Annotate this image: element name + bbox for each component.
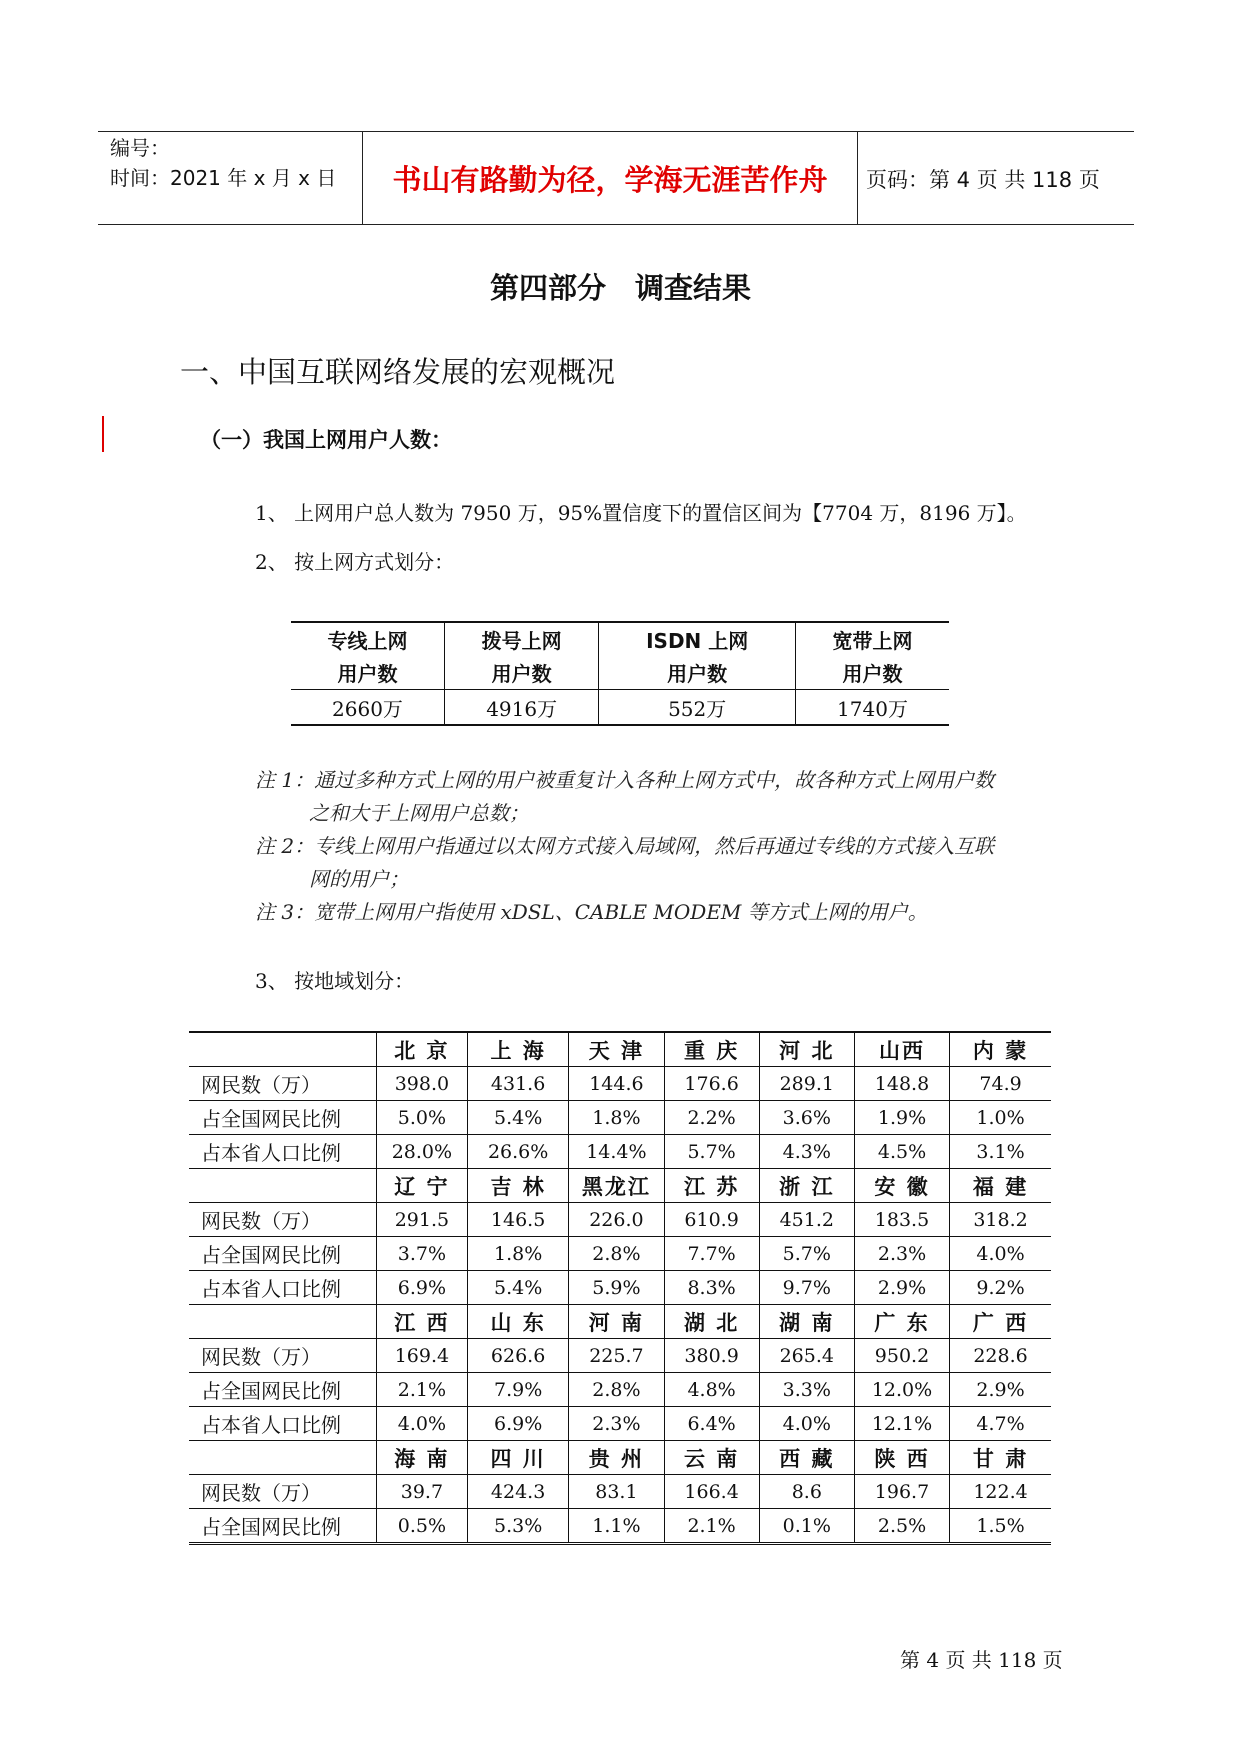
row-label-cell: 占全国网民比例 bbox=[189, 1509, 376, 1544]
value-cell: 289.1 bbox=[759, 1067, 854, 1101]
value-cell: 166.4 bbox=[664, 1475, 759, 1509]
value-cell: 2660万 bbox=[291, 690, 444, 726]
province-name-cell: 江 西 bbox=[376, 1305, 467, 1339]
header-meta bbox=[110, 133, 336, 193]
table-row bbox=[189, 1203, 1051, 1237]
value-cell: 169.4 bbox=[376, 1339, 467, 1373]
province-header-row bbox=[189, 1169, 1051, 1203]
row-label-cell: 占全国网民比例 bbox=[189, 1373, 376, 1407]
row-label-cell: 占全国网民比例 bbox=[189, 1101, 376, 1135]
value-cell: 5.3% bbox=[467, 1509, 568, 1544]
province-name-cell: 天 津 bbox=[569, 1032, 664, 1067]
header-cell: ISDN 上网 bbox=[599, 622, 796, 656]
table-row bbox=[189, 1509, 1051, 1544]
part-title: 第四部分 调查结果 bbox=[489, 271, 751, 305]
header-top-rule bbox=[98, 131, 1134, 132]
document-number-label: 编号： bbox=[110, 136, 170, 160]
value-cell: 225.7 bbox=[569, 1339, 664, 1373]
value-cell: 7.9% bbox=[467, 1373, 568, 1407]
header-divider-left bbox=[362, 131, 363, 225]
value-cell: 424.3 bbox=[467, 1475, 568, 1509]
table-row bbox=[189, 1135, 1051, 1169]
value-cell: 4.3% bbox=[759, 1135, 854, 1169]
note-2 bbox=[255, 830, 994, 892]
province-name-cell: 湖 北 bbox=[664, 1305, 759, 1339]
province-name-cell: 北 京 bbox=[376, 1032, 467, 1067]
value-cell: 196.7 bbox=[854, 1475, 949, 1509]
province-name-cell: 重 庆 bbox=[664, 1032, 759, 1067]
value-cell: 14.4% bbox=[569, 1135, 664, 1169]
province-name-cell: 山 东 bbox=[467, 1305, 568, 1339]
value-cell: 380.9 bbox=[664, 1339, 759, 1373]
value-cell: 4.5% bbox=[854, 1135, 949, 1169]
value-cell: 176.6 bbox=[664, 1067, 759, 1101]
province-name-cell: 河 北 bbox=[759, 1032, 854, 1067]
province-header-row bbox=[189, 1032, 1051, 1067]
value-cell: 2.3% bbox=[569, 1407, 664, 1441]
province-name-cell: 西 藏 bbox=[759, 1441, 854, 1475]
table-row bbox=[189, 1271, 1051, 1305]
row-label-cell: 网民数（万） bbox=[189, 1203, 376, 1237]
province-name-cell: 山西 bbox=[854, 1032, 949, 1067]
value-cell: 4.0% bbox=[759, 1407, 854, 1441]
value-cell: 4916万 bbox=[444, 690, 598, 726]
value-cell: 122.4 bbox=[950, 1475, 1051, 1509]
value-cell: 5.0% bbox=[376, 1101, 467, 1135]
value-cell: 6.9% bbox=[467, 1407, 568, 1441]
table-row bbox=[189, 1407, 1051, 1441]
row-label-cell: 网民数（万） bbox=[189, 1339, 376, 1373]
value-cell: 2.2% bbox=[664, 1101, 759, 1135]
value-cell: 1.5% bbox=[950, 1509, 1051, 1544]
item-3-paragraph: 3、 按地域划分： bbox=[255, 969, 415, 993]
value-cell: 74.9 bbox=[950, 1067, 1051, 1101]
value-cell: 226.0 bbox=[569, 1203, 664, 1237]
value-cell: 5.9% bbox=[569, 1271, 664, 1305]
header-cell: 用户数 bbox=[796, 656, 950, 690]
province-name-cell: 陕 西 bbox=[854, 1441, 949, 1475]
province-name-cell: 四 川 bbox=[467, 1441, 568, 1475]
value-cell: 228.6 bbox=[950, 1339, 1051, 1373]
value-cell: 4.8% bbox=[664, 1373, 759, 1407]
row-label-cell: 占全国网民比例 bbox=[189, 1237, 376, 1271]
row-label-cell: 占本省人口比例 bbox=[189, 1135, 376, 1169]
header-cell: 用户数 bbox=[337, 662, 398, 686]
table-row bbox=[189, 1101, 1051, 1135]
item-1-paragraph: 1、 上网用户总人数为 7950 万，95%置信度下的置信区间为【7704 万，8196 万】。 bbox=[255, 501, 1027, 525]
row-label-cell: 占本省人口比例 bbox=[189, 1407, 376, 1441]
value-cell: 12.0% bbox=[854, 1373, 949, 1407]
subsection-title: （一）我国上网用户人数： bbox=[200, 428, 452, 452]
province-name-cell: 广 西 bbox=[950, 1305, 1051, 1339]
document-time: 时间：2021 年 x 月 x 日 bbox=[110, 166, 337, 190]
note-3 bbox=[255, 896, 928, 925]
province-name-cell: 上 海 bbox=[467, 1032, 568, 1067]
province-name-cell: 贵 州 bbox=[569, 1441, 664, 1475]
value-cell: 5.7% bbox=[759, 1237, 854, 1271]
header-bottom-rule bbox=[98, 224, 1134, 225]
row-label-cell: 网民数（万） bbox=[189, 1067, 376, 1101]
value-cell: 148.8 bbox=[854, 1067, 949, 1101]
value-cell: 3.3% bbox=[759, 1373, 854, 1407]
province-name-cell: 甘 肃 bbox=[950, 1441, 1051, 1475]
value-cell: 2.3% bbox=[854, 1237, 949, 1271]
value-cell: 2.9% bbox=[950, 1373, 1051, 1407]
province-name-cell: 黑龙江 bbox=[569, 1169, 664, 1203]
value-cell: 5.7% bbox=[664, 1135, 759, 1169]
value-cell: 318.2 bbox=[950, 1203, 1051, 1237]
province-name-cell: 内 蒙 bbox=[950, 1032, 1051, 1067]
value-cell: 6.4% bbox=[664, 1407, 759, 1441]
page-footer: 第 4 页 共 118 页 bbox=[900, 1648, 1063, 1672]
value-cell: 39.7 bbox=[376, 1475, 467, 1509]
value-cell: 626.6 bbox=[467, 1339, 568, 1373]
value-cell: 7.7% bbox=[664, 1237, 759, 1271]
value-cell: 9.7% bbox=[759, 1271, 854, 1305]
province-header-row bbox=[189, 1441, 1051, 1475]
revision-mark bbox=[102, 416, 104, 452]
value-cell: 265.4 bbox=[759, 1339, 854, 1373]
note-line: 网的用户； bbox=[309, 867, 409, 891]
value-cell: 1.8% bbox=[467, 1237, 568, 1271]
note-line: 注 3：宽带上网用户指使用 xDSL、CABLE MODEM 等方式上网的用户。 bbox=[255, 900, 928, 924]
province-name-cell: 浙 江 bbox=[759, 1169, 854, 1203]
value-cell: 431.6 bbox=[467, 1067, 568, 1101]
note-1 bbox=[255, 764, 994, 826]
province-name-cell: 吉 林 bbox=[467, 1169, 568, 1203]
value-cell: 950.2 bbox=[854, 1339, 949, 1373]
header-divider-right bbox=[857, 131, 858, 225]
header-cell: 拨号上网 bbox=[444, 622, 598, 656]
header-cell: 宽带上网 bbox=[796, 622, 950, 656]
region-table bbox=[189, 1031, 1051, 1545]
value-cell: 5.4% bbox=[467, 1271, 568, 1305]
value-cell: 2.5% bbox=[854, 1509, 949, 1544]
value-cell: 26.6% bbox=[467, 1135, 568, 1169]
value-cell: 1.9% bbox=[854, 1101, 949, 1135]
value-cell: 0.5% bbox=[376, 1509, 467, 1544]
value-cell: 1.1% bbox=[569, 1509, 664, 1544]
value-cell: 4.7% bbox=[950, 1407, 1051, 1441]
table-row bbox=[189, 1373, 1051, 1407]
province-name-cell: 江 苏 bbox=[664, 1169, 759, 1203]
value-cell: 451.2 bbox=[759, 1203, 854, 1237]
value-cell: 552万 bbox=[599, 690, 796, 726]
value-cell: 6.9% bbox=[376, 1271, 467, 1305]
note-line: 注 2：专线上网用户指通过以太网方式接入局域网，然后再通过专线的方式接入互联 bbox=[255, 834, 995, 858]
table-row bbox=[189, 1475, 1051, 1509]
header-cell: 用户数 bbox=[444, 656, 598, 690]
province-header-row bbox=[189, 1305, 1051, 1339]
value-cell: 146.5 bbox=[467, 1203, 568, 1237]
value-cell: 28.0% bbox=[376, 1135, 467, 1169]
value-cell: 8.3% bbox=[664, 1271, 759, 1305]
header-motto: 书山有路勤为径，学海无涯苦作舟 bbox=[392, 163, 828, 197]
province-name-cell: 湖 南 bbox=[759, 1305, 854, 1339]
province-name-cell: 海 南 bbox=[376, 1441, 467, 1475]
value-cell: 3.7% bbox=[376, 1237, 467, 1271]
province-name-cell: 安 徽 bbox=[854, 1169, 949, 1203]
value-cell: 291.5 bbox=[376, 1203, 467, 1237]
value-cell: 610.9 bbox=[664, 1203, 759, 1237]
value-cell: 4.0% bbox=[950, 1237, 1051, 1271]
value-cell: 4.0% bbox=[376, 1407, 467, 1441]
province-name-cell: 河 南 bbox=[569, 1305, 664, 1339]
value-cell: 12.1% bbox=[854, 1407, 949, 1441]
value-cell: 1.0% bbox=[950, 1101, 1051, 1135]
blank-cell bbox=[189, 1032, 376, 1067]
section-title: 一、中国互联网络发展的宏观概况 bbox=[180, 355, 616, 389]
province-name-cell: 云 南 bbox=[664, 1441, 759, 1475]
value-cell: 3.6% bbox=[759, 1101, 854, 1135]
value-cell: 83.1 bbox=[569, 1475, 664, 1509]
value-cell: 144.6 bbox=[569, 1067, 664, 1101]
row-label-cell: 占本省人口比例 bbox=[189, 1271, 376, 1305]
value-cell: 1740万 bbox=[796, 690, 950, 726]
row-label-cell: 网民数（万） bbox=[189, 1475, 376, 1509]
header-cell: 用户数 bbox=[599, 656, 796, 690]
access-method-table bbox=[291, 621, 949, 726]
value-cell: 2.8% bbox=[569, 1373, 664, 1407]
value-cell: 2.1% bbox=[664, 1509, 759, 1544]
header-page-info: 页码：第 4 页 共 118 页 bbox=[866, 168, 1100, 192]
value-cell: 183.5 bbox=[854, 1203, 949, 1237]
value-cell: 2.9% bbox=[854, 1271, 949, 1305]
header-cell: 专线上网 bbox=[327, 629, 408, 653]
province-name-cell: 广 东 bbox=[854, 1305, 949, 1339]
blank-cell bbox=[189, 1441, 376, 1475]
value-cell: 2.1% bbox=[376, 1373, 467, 1407]
value-cell: 0.1% bbox=[759, 1509, 854, 1544]
value-cell: 1.8% bbox=[569, 1101, 664, 1135]
value-cell: 8.6 bbox=[759, 1475, 854, 1509]
note-line: 之和大于上网用户总数； bbox=[309, 801, 529, 825]
table-row bbox=[189, 1339, 1051, 1373]
value-cell: 3.1% bbox=[950, 1135, 1051, 1169]
value-cell: 2.8% bbox=[569, 1237, 664, 1271]
blank-cell bbox=[189, 1305, 376, 1339]
province-name-cell: 福 建 bbox=[950, 1169, 1051, 1203]
table-row bbox=[189, 1237, 1051, 1271]
table-row bbox=[189, 1067, 1051, 1101]
item-2-paragraph: 2、 按上网方式划分： bbox=[255, 550, 455, 574]
value-cell: 398.0 bbox=[376, 1067, 467, 1101]
province-name-cell: 辽 宁 bbox=[376, 1169, 467, 1203]
note-line: 注 1：通过多种方式上网的用户被重复计入各种上网方式中，故各种方式上网用户数 bbox=[255, 768, 995, 792]
value-cell: 5.4% bbox=[467, 1101, 568, 1135]
value-cell: 9.2% bbox=[950, 1271, 1051, 1305]
blank-cell bbox=[189, 1169, 376, 1203]
